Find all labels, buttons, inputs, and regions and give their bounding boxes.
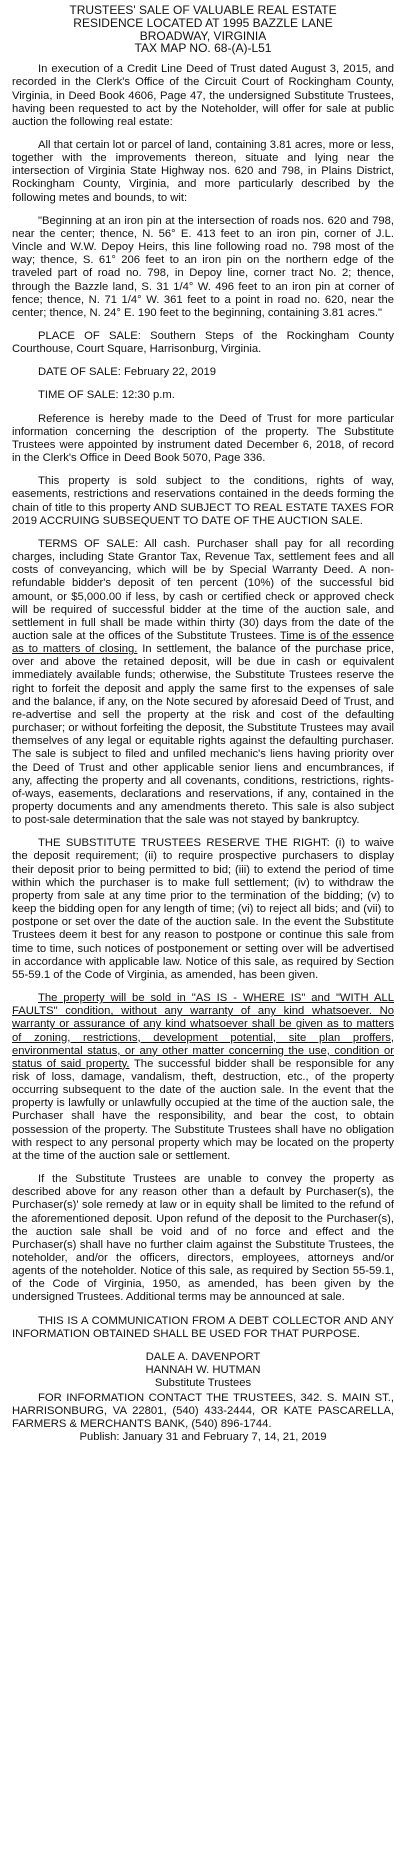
debt-collector-notice: THIS IS A COMMUNICATION FROM A DEBT COLLECTOR AND ANY INFORMATION OBTAINED SHALL BE USED FOR THAT PURPOSE. — [12, 1314, 394, 1340]
terms-of-sale-paragraph — [12, 538, 394, 827]
trustee-name-1: DALE A. DAVENPORT — [145, 1350, 261, 1363]
signature-block — [12, 1351, 394, 1390]
place-of-sale: PLACE OF SALE: Southern Steps of the Rockingham County Courthouse, Court Square, Harrisonburg, Virginia. — [12, 330, 394, 356]
reference-paragraph: Reference is hereby made to the Deed of Trust for more particular information concerning the description of the property. The Substitute Trustees were appointed by instrument dated December 6, 2018, of record in the Clerk's Office in Deed Book 5070, Page 336. — [12, 412, 394, 465]
notice-title: TRUSTEES' SALE OF VALUABLE REAL ESTATE — [69, 3, 337, 17]
time-of-sale: TIME OF SALE: 12:30 p.m. — [38, 389, 175, 402]
terms-text-a: TERMS OF SALE: All cash. Purchaser shall pay for all recording charges, including State Grantor Tax, Revenue Tax, settlement fees and all costs of conveyancing, which will be by Special Warranty Deed. A non-refundable bidder's deposit of ten percent (10%) of the successful bid amount, or $5,000.00 if less, by cash or certified check or approved check will be required of successful bidder at the time of the auction sale, and settlement in full shall be made within thirty (30) days from the date of the auction sale at the offices of the Substitute Trustees. — [12, 537, 394, 642]
contact-information: FOR INFORMATION CONTACT THE TRUSTEES, 342. S. MAIN ST., HARRISONBURG, VA 22801, (540) 433-2444, OR KATE PASCARELLA, FARMERS & MERCHANTS BANK, (540) 896-1744. — [12, 1391, 394, 1431]
trustee-title: Substitute Trustees — [154, 1376, 252, 1389]
reserve-rights-paragraph: THE SUBSTITUTE TRUSTEES RESERVE THE RIGHT: (i) to waive the deposit requirement; (ii) to require prospective purchasers to display their deposit prior to being permitted to bid; (iii) to extend the period of time within which the purchaser is to make full settlement; (iv) to withdraw the property from sale at any time prior to the termination of the bidding; (v) to keep the bidding open for any length of time; (vi) to reject all bids; and (vii) to postpone or set over the date of the auction sale. In the event the Substitute Trustees deem it best for any reason to postpone or continue this sale from time to time, such notices of postponement or setting over will be advertised in accordance with applicable law. Notice of this sale, as required by Section 55-59.1 of the Code of Virginia, as amended, has been given. — [12, 837, 394, 981]
metes-bounds-paragraph: "Beginning at an iron pin at the intersection of roads nos. 620 and 798, near the center; thence, N. 56° E. 413 feet to an iron pin, corner of J.L. Vincle and W.W. Depoy Heirs, this line following road no. 798 most of the way; thence, S. 61° 206 feet to an iron pin on the northern edge of the traveled part of road no. 798, in Depoy line, corner tract No. 2; thence, through the Bazzle land, S. 31 1/4° W. 496 feet to an iron pin at corner of fence; thence, N. 71 1/4° W. 361 feet to a point in road no. 620, near the center; thence, N. 24° E. 190 feet to the beginning, containing 3.81 acres." — [12, 214, 394, 319]
as-is-text: The successful bidder shall be responsible for any risk of loss, damage, vandalism, theft, destruction, etc., of the property occurring subsequent to the date of the auction sale. In the event that the property is lawfully or unlawfully occupied at the time of the auction sale, the Purchaser shall have the responsibility, and bear the cost, to obtain possession of the property. The Substitute Trustees shall have no obligation with respect to any personal property which may be located on the property at the time of the auction sale or settlement. — [12, 1057, 394, 1162]
trustee-name-2: HANNAH W. HUTMAN — [145, 1363, 261, 1376]
notice-city-line: BROADWAY, VIRGINIA — [139, 28, 267, 43]
terms-essence-underlined: Time is of the essence as to matters of closing. — [12, 629, 394, 656]
notice-address-line: RESIDENCE LOCATED AT 1995 BAZZLE LANE — [73, 15, 333, 30]
as-is-paragraph — [12, 992, 394, 1163]
intro-paragraph: In execution of a Credit Line Deed of Trust dated August 3, 2015, and recorded in the Clerk's Office of the Circuit Court of Rockingham County, Virginia, in Deed Book 4606, Page 47, the undersigned Substitute Trustees, having been requested to act by the Noteholder, will offer for sale at public auction the following real estate: — [12, 63, 394, 128]
date-of-sale: DATE OF SALE: February 22, 2019 — [38, 366, 216, 379]
notice-tax-map: TAX MAP NO. 68-(A)-L51 — [134, 41, 272, 56]
notice-header — [12, 4, 394, 55]
parcel-paragraph: All that certain lot or parcel of land, containing 3.81 acres, more or less, together with the improvements thereon, situate and lying near the intersection of Virginia State Highway nos. 620 and 798, in Plains District, Rockingham County, Virginia, and more particularly described by the following metes and bounds, to wit: — [12, 138, 394, 204]
terms-text-b: In settlement, the balance of the purchase price, over and above the retained deposit, will be due in cash or equivalent immediately available funds; otherwise, the Substitute Trustees reserve the right to forfeit the deposit and apply the same first to the expenses of sale and the balance, if any, on the Note secured by aforesaid Deed of Trust, and re-advertise and sell the property at the risk and cost of the defaulting purchaser; or without forfeiting the deposit, the Substitute Trustees may avail themselves of any legal or equitable rights against the defaulting purchaser. The sale is subject to filed and unfiled mechanic's liens having priority over the Deed of Trust and other applicable senior liens and encumbrances, if any, affecting the property and all covenants, conditions, restrictions, rights-of-ways, easements, declarations and reservations, if any, contained in the property documents and any amendments thereto. This sale is also subject to post-sale determination that the sale was not stayed by bankruptcy. — [12, 643, 394, 827]
unable-to-convey-paragraph: If the Substitute Trustees are unable to convey the property as described above for any reason other than a default by Purchaser(s), the Purchaser(s)' sole remedy at law or in equity shall be limited to the refund of the aforementioned deposit. Upon refund of the deposit to the Purchaser(s), the auction sale shall be void and of no force and effect and the Purchaser(s) shall have no further claim against the Substitute Trustees, the noteholder, and/or the officers, directors, employees, attorneys and/or agents of the noteholder. Notice of this sale, as required by Section 55-59.1, of the Code of Virginia, 1950, as amended, has been given by the undersigned Trustees. Additional terms may be announced at sale. — [12, 1173, 394, 1304]
publish-dates: Publish: January 31 and February 7, 14, 21, 2019 — [79, 1431, 327, 1444]
as-is-underlined: The property will be sold in "AS IS - WHERE IS" and "WITH ALL FAULTS" condition, without any warranty of any kind whatsoever. No warranty or assurance of any kind whatsoever shall be given as to matters of zoning, restrictions, development potential, site plan proffers, environmental status, or any other matter concerning the use, condition or status of said property. — [12, 992, 394, 1070]
subject-paragraph: This property is sold subject to the conditions, rights of way, easements, restrictions and reservations contained in the deeds forming the chain of title to this property AND SUBJECT TO REAL ESTATE TAXES FOR 2019 ACCRUING SUBSEQUENT TO DATE OF THE AUCTION SALE. — [12, 475, 394, 527]
